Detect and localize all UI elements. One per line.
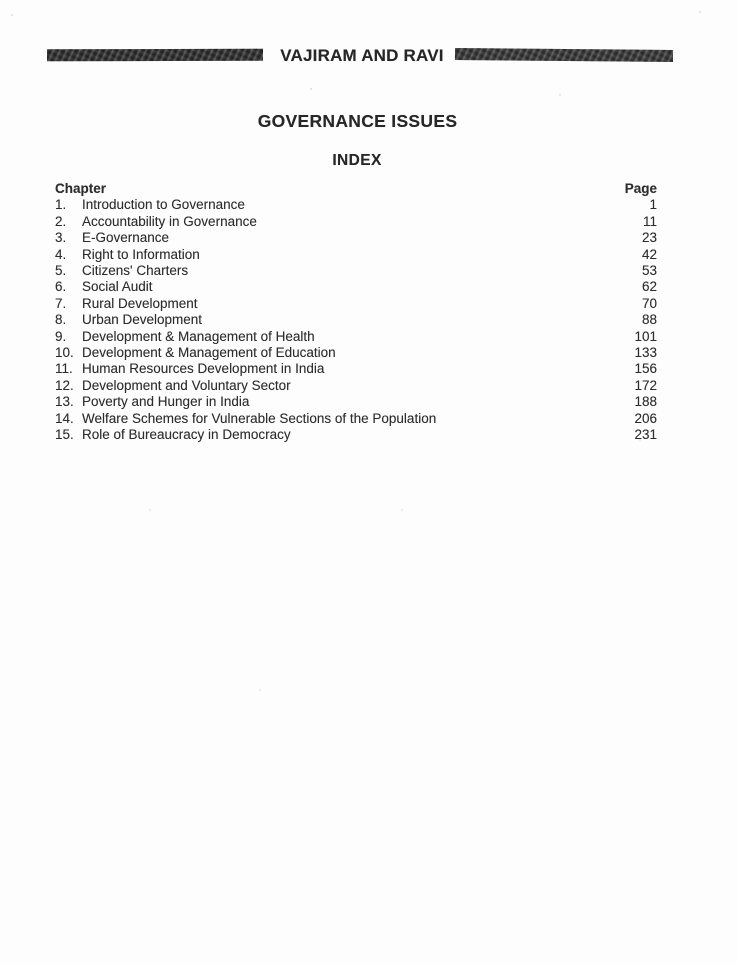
chapter-title: Human Resources Development in India (82, 361, 325, 377)
letterhead (0, 46, 737, 66)
index-row (55, 378, 657, 394)
chapter-page-number: 88 (641, 312, 657, 328)
index-row (55, 263, 657, 279)
chapter-title: Right to Information (82, 246, 200, 262)
index-row (55, 427, 657, 443)
chapter-page-number: 206 (634, 410, 657, 426)
chapter-number: 6. (55, 279, 67, 295)
chapter-title: Social Audit (82, 279, 153, 295)
index-row (55, 214, 657, 230)
index-row (55, 394, 657, 410)
chapter-number: 13. (55, 394, 74, 410)
chapter-title: Rural Development (82, 295, 198, 311)
chapter-page-number: 53 (641, 263, 657, 279)
chapter-number: 12. (55, 377, 74, 393)
chapter-page-number: 23 (641, 230, 657, 246)
chapter-number: 9. (55, 328, 67, 344)
index-row (55, 279, 657, 295)
chapter-title: Development & Management of Health (82, 328, 315, 344)
document-title: GOVERNANCE ISSUES (257, 111, 458, 131)
chapter-number: 2. (55, 213, 67, 229)
chapter-title: Introduction to Governance (82, 197, 245, 213)
index-table-header (55, 181, 657, 197)
index-row (55, 329, 657, 345)
chapter-number: 15. (55, 427, 74, 443)
chapter-title: Poverty and Hunger in India (82, 394, 250, 410)
chapter-title: Welfare Schemes for Vulnerable Sections of the Population (82, 410, 437, 426)
header-rule-right (455, 48, 673, 62)
chapter-title: Development and Voluntary Sector (82, 377, 291, 393)
index-row (55, 230, 657, 246)
chapter-number: 8. (55, 312, 67, 328)
chapter-title: Development & Management of Education (82, 345, 336, 361)
chapter-number: 14. (55, 410, 74, 426)
index-row (55, 312, 657, 328)
chapter-page-number: 11 (642, 213, 657, 229)
chapter-page-number: 172 (634, 377, 657, 393)
page-column-header: Page (624, 181, 657, 196)
index-rows (55, 197, 657, 443)
index-table (55, 181, 657, 444)
chapter-number: 1. (55, 197, 67, 213)
chapter-page-number: 231 (634, 427, 657, 443)
chapter-page-number: 70 (641, 295, 657, 311)
chapter-title: Urban Development (82, 312, 203, 328)
chapter-page-number: 42 (641, 246, 657, 262)
chapter-page-number: 156 (634, 361, 657, 377)
index-row (55, 247, 657, 263)
chapter-page-number: 188 (634, 394, 657, 410)
index-row (55, 197, 657, 213)
index-row (55, 361, 657, 377)
chapter-number: 4. (55, 246, 67, 262)
chapter-page-number: 1 (649, 197, 657, 213)
chapter-number: 11. (55, 361, 73, 377)
chapter-number: 7. (55, 295, 67, 311)
index-heading: INDEX (332, 152, 382, 169)
chapter-number: 5. (55, 263, 67, 279)
chapter-title: Role of Bureaucracy in Democracy (82, 427, 291, 443)
header-rule-left (47, 49, 263, 62)
index-row (55, 345, 657, 361)
index-row (55, 296, 657, 312)
chapter-column-header: Chapter (55, 181, 107, 196)
chapter-title: Citizens' Charters (82, 263, 189, 279)
chapter-number: 3. (55, 230, 67, 246)
chapter-page-number: 62 (641, 279, 657, 295)
index-row (55, 411, 657, 427)
organization-name: VAJIRAM AND RAVI (280, 46, 444, 65)
chapter-page-number: 101 (634, 328, 657, 344)
chapter-title: E-Governance (82, 230, 170, 246)
chapter-title: Accountability in Governance (82, 213, 257, 229)
chapter-page-number: 133 (634, 345, 657, 361)
chapter-number: 10. (55, 345, 74, 361)
